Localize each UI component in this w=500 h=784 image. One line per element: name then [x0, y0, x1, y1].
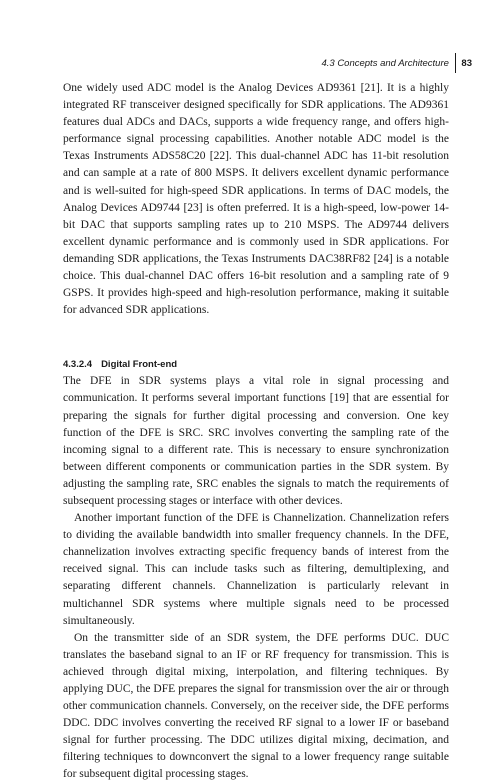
paragraph-channelization: Another important function of the DFE is Channelization. Channelization refers to dividing the available bandwidth into smaller frequency channels. In the DFE, channelization involves extracting specific frequency bands of interest from the received signal. This can include tasks such as filtering, demultiplexing, and separating different channels. Channelization is particularly relevant in multichannel SDR systems where multiple signals need to be processed simultaneously. — [63, 512, 449, 627]
header-divider — [455, 53, 457, 73]
section-number: 4.3.2.4 — [63, 359, 93, 371]
paragraph-duc-ddc: On the transmitter side of an SDR system, the DFE performs DUC. DUC translates the baseband signal to an IF or RF frequency for transmission. This is achieved through digital mixing, interpolation, and filtering techniques. By applying DUC, the DFE prepares the signal for transmission over the air or through other communication channels. Conversely, on the receiver side, the DFE performs DDC. DDC involves converting the received RF signal to a lower IF or baseband signal for further processing. The DDC utilizes digital mixing, decimation, and filtering techniques to downconvert the signal to a lower frequency range suitable for subsequent digital processing stages. — [63, 631, 449, 781]
running-head: 4.3 Concepts and Architecture — [321, 57, 449, 69]
page-body — [63, 80, 449, 784]
paragraph-dfe-src: The DFE in SDR systems plays a vital role in signal processing and communication. It performs several important functions [19] that are essential for preparing the signals for further digital processing and conversion. One key function of the DFE is SRC. SRC involves converting the sampling rate of the incoming signal to a different rate. This is necessary to ensure synchronization between different components or communication parties in the SDR system. By adjusting the sampling rate, SRC enables the signals to match the requirements of subsequent processing stages or interface with other devices. — [63, 375, 449, 507]
page-number: 83 — [461, 57, 472, 69]
paragraph-adc-dac-models: One widely used ADC model is the Analog Devices AD9361 [21]. It is a highly integrated RF transceiver designed specifically for SDR applications. The AD9361 features dual ADCs and DACs, supports a wide frequency range, and offers high-performance signal processing capabilities. Another notable ADC model is the Texas Instruments ADS58C20 [22]. This dual-channel ADC has 11-bit resolution and can sample at a rate of 800 MSPS. It delivers excellent dynamic performance and is well-suited for high-speed SDR applications. In terms of DAC models, the Analog Devices AD9744 [23] is often preferred. It is a high-speed, low-power 14-bit DAC that supports sampling rates up to 210 MSPS. The AD9744 delivers excellent dynamic performance and is commonly used in SDR applications. For demanding SDR applications, the Texas Instruments DAC38RF82 [24] is a notable choice. This dual-channel DAC offers 16-bit resolution and a sampling rate of 9 GSPS. It provides high-speed and high-resolution performance, making it suitable for advanced SDR applications. — [63, 82, 449, 317]
section-heading — [63, 356, 449, 373]
section-title: Digital Front-end — [101, 359, 178, 371]
page-header — [321, 53, 472, 73]
